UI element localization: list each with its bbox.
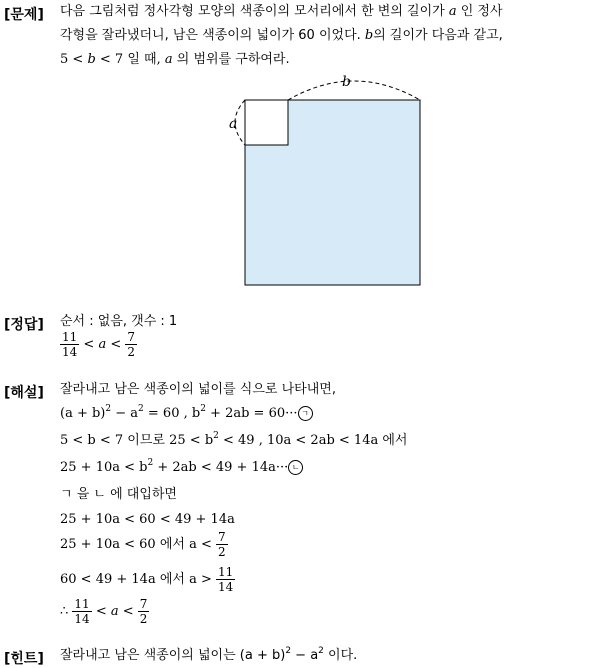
solution-tag: [해설] xyxy=(4,385,44,401)
circled-nieun: ㄴ xyxy=(288,460,303,475)
problem-line-3: 5 < b < 7 일 때, a 의 범위를 구하여라. xyxy=(60,52,290,67)
label-a: a xyxy=(229,116,238,132)
problem-line-2: 각형을 잘라냈더니, 남은 색종이의 넓이가 60 이었다. b의 길이가 다음과 같고, xyxy=(60,28,503,43)
solution-line-3: 5 < b < 7 이므로 $25 < b^2 < 49$ , 10a < 2ab < 14a 에서 xyxy=(60,431,408,448)
problem-figure xyxy=(220,70,430,295)
solution-line-2: $(a + b)^2 - a^2 = 60$ , $b^2 + 2ab = 60\cdot\cdot\cdot$ ㄱ xyxy=(60,405,313,423)
solution-line-5: ㄱ 을 ㄴ 에 대입하면 xyxy=(60,487,177,502)
problem-line-1: 다음 그림처럼 정사각형 모양의 색종이의 모서리에서 한 변의 길이가 a 인 정사 xyxy=(60,4,503,19)
arc-b xyxy=(288,81,420,100)
answer-formula: $\frac{11}{14}$ < a < $\frac{7}{2}$ xyxy=(62,330,135,359)
solution-line-4: $25 + 10a < b^2 + 2ab < 49 + 14a\cdot\cdot\cdot$ ㄴ xyxy=(60,459,303,477)
circled-giyeok: ㄱ xyxy=(298,406,313,421)
label-b: b xyxy=(342,74,351,90)
solution-line-1: 잘라내고 남은 색종이의 넓이를 식으로 나타내면, xyxy=(60,382,336,397)
hint-line: 잘라내고 남은 색종이의 넓이는 $(a + b)^2 - a^2$ 이다. xyxy=(60,646,358,663)
hint-tag: [힌트] xyxy=(4,651,44,667)
answer-tag: [정답] xyxy=(4,317,44,333)
answer-meta: 순서 : 없음, 갯수 : 1 xyxy=(60,314,178,329)
solution-line-7: 25 + 10a < 60 에서 a < $\frac{7}{2}$ xyxy=(60,530,226,559)
solution-line-8: 60 < 49 + 14a 에서 a > $\frac{11}{14}$ xyxy=(60,565,234,594)
solution-line-9: ∴ $\frac{11}{14}$ < a < $\frac{7}{2}$ xyxy=(60,597,148,626)
cut-square xyxy=(245,100,288,145)
solution-line-6: 25 + 10a < 60 < 49 + 14a xyxy=(60,512,235,527)
problem-tag: [문제] xyxy=(4,7,44,23)
